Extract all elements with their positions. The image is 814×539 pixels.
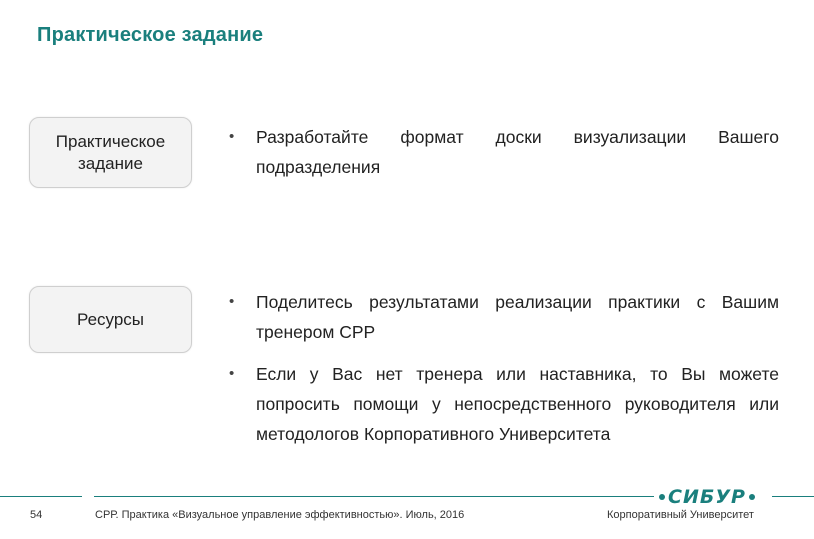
page-number: 54 [30,509,43,521]
university-label: Корпоративный Университет [607,509,754,521]
bullet-text: Поделитесь результатами реализации практики с Вашим тренером СРР [256,292,779,342]
footer-divider-center [94,496,654,497]
bullet-marker: • [229,293,235,310]
bullet-item [229,359,779,449]
resources-box-label: Ресурсы [76,309,145,329]
bullet-item [229,122,779,182]
bullet-item [229,287,779,347]
task-box-label: Практическое задание [55,131,166,173]
task-box [29,117,192,188]
resources-box [29,286,192,353]
bullet-text: Если у Вас нет тренера или наставника, то Вы можете попросить помощи у непосредственного руководителя или методологов Корпоративного Университета [256,364,779,444]
logo-dot-left-icon [659,494,665,500]
footer-caption: СРР. Практика «Визуальное управление эффективностью». Июль, 2016 [95,509,465,521]
sibur-logo [656,487,758,507]
logo-text: СИБУР [668,486,746,508]
bullet-marker: • [229,128,235,145]
slide-title: Практическое задание [37,24,264,46]
logo-dot-right-icon [749,494,755,500]
bullet-marker: • [229,365,235,382]
footer-divider-right [772,496,814,497]
bullet-text: Разработайте формат доски визуализации Вашего подразделения [256,127,779,177]
footer-divider-left [0,496,82,497]
